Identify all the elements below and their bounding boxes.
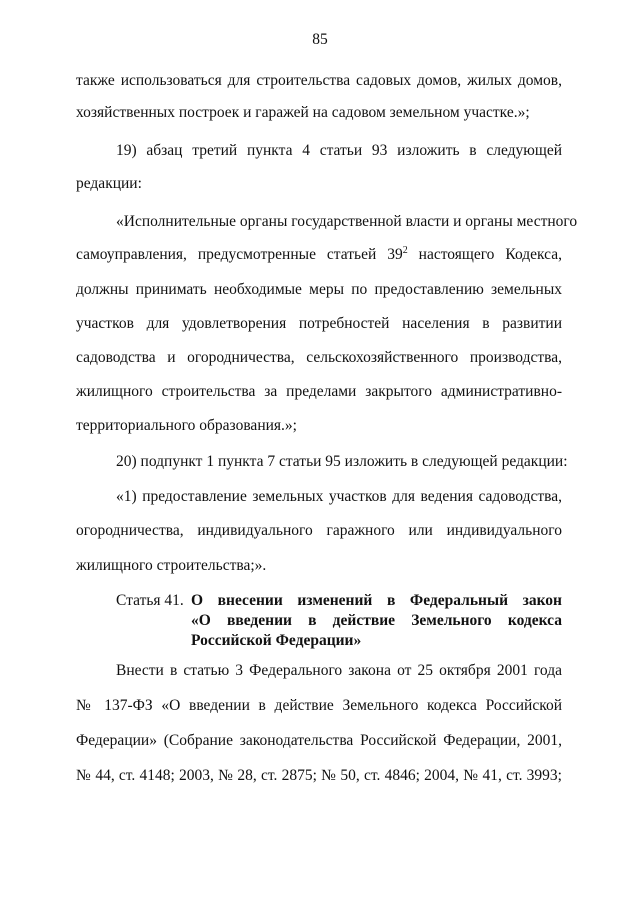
- text-line: 19) абзац третий пункта 4 статьи 93 изложить в следующей: [116, 142, 562, 159]
- article-heading: [116, 591, 562, 651]
- text-line: Федерации» (Собрание законодательства Российской Федерации, 2001,: [76, 732, 562, 749]
- text-line: «1) предоставление земельных участков для ведения садоводства,: [116, 488, 562, 505]
- article-title-line: «О введении в действие Земельного кодекса: [191, 612, 562, 629]
- text-line: садоводства и огородничества, сельскохозяйственного производства,: [76, 349, 562, 366]
- article-label: Статья 41.: [116, 592, 184, 609]
- text-line: «Исполнительные органы государственной власти и органы местного: [116, 213, 578, 230]
- article-title-line: О внесении изменений в Федеральный закон: [191, 592, 562, 609]
- text-line-part: настоящего Кодекса,: [407, 246, 562, 263]
- text-line: хозяйственных построек и гаражей на садовом земельном участке.»;: [76, 104, 530, 121]
- text-line: должны принимать необходимые меры по предоставлению земельных: [76, 281, 562, 298]
- text-line: [76, 245, 562, 265]
- article-title-line: Российской Федерации»: [191, 632, 362, 649]
- text-line: Внести в статью 3 Федерального закона от 25 октября 2001 года: [116, 662, 562, 679]
- text-line: огородничества, индивидуального гаражного или индивидуального: [76, 522, 562, 539]
- text-line: территориального образования.»;: [76, 417, 297, 434]
- text-line: жилищного строительства за пределами закрытого административно-: [76, 383, 562, 400]
- text-line: № 137-ФЗ «О введении в действие Земельного кодекса Российской: [76, 697, 562, 714]
- text-line: 20) подпункт 1 пункта 7 статьи 95 изложить в следующей редакции:: [116, 453, 568, 470]
- text-line: жилищного строительства;».: [76, 557, 267, 574]
- text-line: также использоваться для строительства садовых домов, жилых домов,: [76, 72, 562, 89]
- text-line: участков для удовлетворения потребностей населения в развитии: [76, 315, 562, 332]
- superscript: 2: [402, 245, 408, 256]
- text-line-part: самоуправления, предусмотренные статьей 39: [76, 246, 403, 263]
- text-line: редакции:: [76, 175, 142, 192]
- page-number: 85: [312, 31, 328, 48]
- text-line: № 44, ст. 4148; 2003, № 28, ст. 2875; № 50, ст. 4846; 2004, № 41, ст. 3993;: [76, 767, 562, 784]
